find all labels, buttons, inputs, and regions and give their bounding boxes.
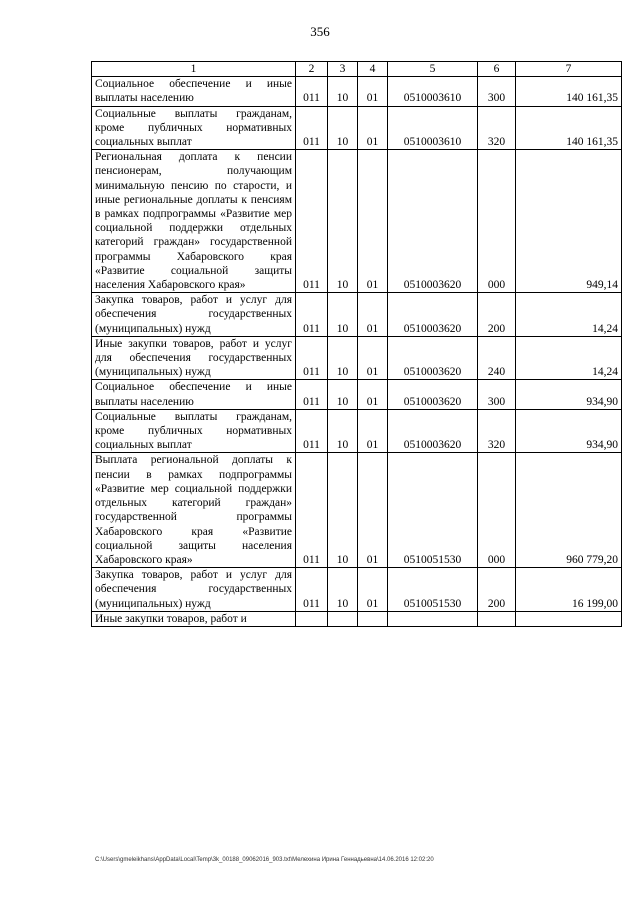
row-target <box>388 611 478 626</box>
row-code: 011 <box>296 453 328 568</box>
row-amount: 934,90 <box>516 409 622 453</box>
row-section: 10 <box>328 77 358 106</box>
table-row <box>92 380 622 409</box>
row-type: 300 <box>478 77 516 106</box>
row-amount: 140 161,35 <box>516 77 622 106</box>
table-row <box>92 150 622 293</box>
row-section: 10 <box>328 150 358 293</box>
row-target: 0510003620 <box>388 150 478 293</box>
row-code: 011 <box>296 293 328 337</box>
row-amount: 16 199,00 <box>516 568 622 612</box>
table-row <box>92 293 622 337</box>
table-row <box>92 568 622 612</box>
row-section: 10 <box>328 409 358 453</box>
row-code: 011 <box>296 380 328 409</box>
table-row <box>92 453 622 568</box>
row-type: 300 <box>478 380 516 409</box>
row-amount: 140 161,35 <box>516 106 622 150</box>
row-code: 011 <box>296 106 328 150</box>
row-target: 0510003610 <box>388 106 478 150</box>
header-cell: 4 <box>358 62 388 77</box>
footer-file-path: C:\Users\gmeleikhans\AppData\Local\Temp\3k_00188_09062016_903.txt\Мелехина Ирина Геннадьевна\14.06.2016 12:02:20 <box>95 857 434 863</box>
row-type: 240 <box>478 336 516 380</box>
table-row <box>92 77 622 106</box>
row-target: 0510051530 <box>388 568 478 612</box>
row-section: 10 <box>328 380 358 409</box>
row-target: 0510003620 <box>388 409 478 453</box>
row-subsection: 01 <box>358 568 388 612</box>
row-type: 000 <box>478 150 516 293</box>
row-description: Социальное обеспечение и иные выплаты населению <box>92 380 296 409</box>
row-description: Региональная доплата к пенсии пенсионерам, получающим минимальную пенсию по старости, и иные региональные доплаты к пенсиям в рамках подпрограммы «Развитие мер социальной поддержки отдельных категорий граждан» государственной программы Хабаровского края «Развитие социальной защиты населения Хабаровского края» <box>92 150 296 293</box>
row-section <box>328 611 358 626</box>
row-description: Закупка товаров, работ и услуг для обеспечения государственных (муниципальных) нужд <box>92 568 296 612</box>
row-description: Иные закупки товаров, работ и услуг для обеспечения государственных (муниципальных) нужд <box>92 336 296 380</box>
row-subsection: 01 <box>358 106 388 150</box>
header-cell: 3 <box>328 62 358 77</box>
row-section: 10 <box>328 293 358 337</box>
budget-table <box>91 61 622 627</box>
row-target: 0510003620 <box>388 336 478 380</box>
row-target: 0510003620 <box>388 293 478 337</box>
row-type: 320 <box>478 409 516 453</box>
row-type: 200 <box>478 293 516 337</box>
row-subsection: 01 <box>358 409 388 453</box>
row-code: 011 <box>296 568 328 612</box>
row-subsection: 01 <box>358 77 388 106</box>
header-cell: 1 <box>92 62 296 77</box>
row-amount <box>516 611 622 626</box>
row-target: 0510003620 <box>388 380 478 409</box>
row-description: Социальное обеспечение и иные выплаты населению <box>92 77 296 106</box>
table-row <box>92 336 622 380</box>
header-cell: 5 <box>388 62 478 77</box>
page-number: 356 <box>310 24 330 39</box>
row-amount: 960 779,20 <box>516 453 622 568</box>
header-cell: 6 <box>478 62 516 77</box>
row-subsection: 01 <box>358 293 388 337</box>
row-subsection: 01 <box>358 380 388 409</box>
row-type <box>478 611 516 626</box>
row-code: 011 <box>296 409 328 453</box>
row-amount: 949,14 <box>516 150 622 293</box>
row-code: 011 <box>296 150 328 293</box>
row-section: 10 <box>328 568 358 612</box>
row-code: 011 <box>296 77 328 106</box>
row-type: 200 <box>478 568 516 612</box>
row-code <box>296 611 328 626</box>
row-subsection: 01 <box>358 150 388 293</box>
row-subsection: 01 <box>358 336 388 380</box>
row-subsection: 01 <box>358 453 388 568</box>
row-code: 011 <box>296 336 328 380</box>
header-cell: 2 <box>296 62 328 77</box>
row-section: 10 <box>328 453 358 568</box>
row-description: Социальные выплаты гражданам, кроме публичных нормативных социальных выплат <box>92 106 296 150</box>
row-section: 10 <box>328 336 358 380</box>
row-type: 000 <box>478 453 516 568</box>
table-row <box>92 611 622 626</box>
row-description: Социальные выплаты гражданам, кроме публичных нормативных социальных выплат <box>92 409 296 453</box>
header-row <box>92 62 622 77</box>
header-cell: 7 <box>516 62 622 77</box>
row-description: Закупка товаров, работ и услуг для обеспечения государственных (муниципальных) нужд <box>92 293 296 337</box>
row-description: Иные закупки товаров, работ и <box>92 611 296 626</box>
row-target: 0510051530 <box>388 453 478 568</box>
row-amount: 934,90 <box>516 380 622 409</box>
row-amount: 14,24 <box>516 293 622 337</box>
row-subsection <box>358 611 388 626</box>
row-amount: 14,24 <box>516 336 622 380</box>
row-section: 10 <box>328 106 358 150</box>
row-type: 320 <box>478 106 516 150</box>
table-row <box>92 106 622 150</box>
table-row <box>92 409 622 453</box>
row-description: Выплата региональной доплаты к пенсии в рамках подпрограммы «Развитие мер социальной поддержки отдельных категорий граждан» государственной программы Хабаровского края «Развитие социальной защиты населения Хабаровского края» <box>92 453 296 568</box>
row-target: 0510003610 <box>388 77 478 106</box>
